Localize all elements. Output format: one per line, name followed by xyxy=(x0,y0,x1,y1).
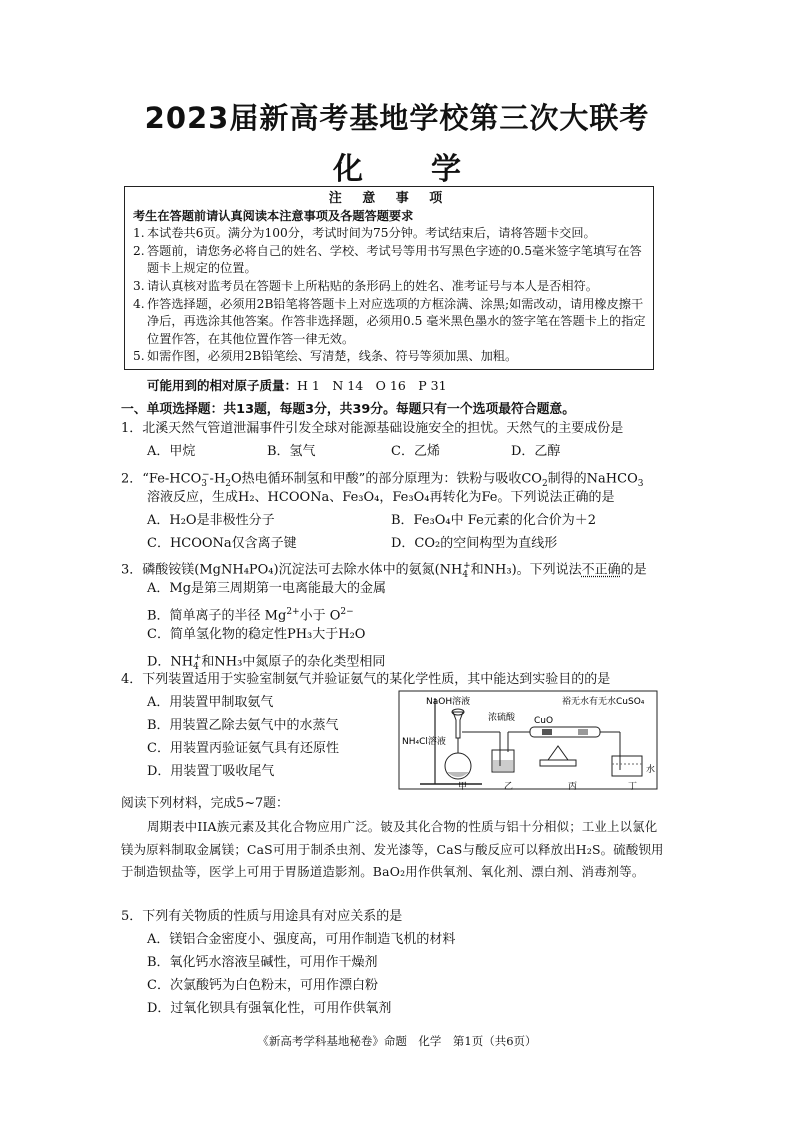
q3-option-b-a: B．简单离子的半径 Mg xyxy=(147,608,287,624)
q2-option-b: B．Fe₃O₄中 Fe元素的化合价为＋2 xyxy=(391,513,597,528)
notice-item-num: 1. xyxy=(133,226,145,241)
acid-level xyxy=(493,760,513,771)
notice-item xyxy=(133,243,646,278)
subject-title xyxy=(0,144,794,188)
q3-option-a: A．Mg是第三周期第一电离能最大的金属 xyxy=(147,581,387,596)
q4-option-a: A．用装置甲制取氨气 xyxy=(147,695,274,710)
notice-item-num: 2. xyxy=(133,243,145,258)
q2-stem: 2．“$Fe-HCO_3^--H_2O$热电循环制氢和甲酸”的部分原理为：铁粉与吸收$CO_2$制得的NaHCO$_3$ xyxy=(121,470,644,489)
q1-option-c: C．乙烯 xyxy=(391,444,440,459)
q4-stem: 4．下列装置适用于实验室制氨气并验证氨气的某化学性质，其中能达到实验目的的是 xyxy=(121,672,611,687)
q4-option-b: B．用装置乙除去氨气中的水蒸气 xyxy=(147,718,339,733)
q5-option-c: C．次氯酸钙为白色粉末，可用作漂白粉 xyxy=(147,978,378,993)
q3-option-b-b: 小于 O xyxy=(299,608,341,624)
material-text: 周期表中IIA族元素及其化合物应用广泛。铍及其化合物的性质与铝十分相似；工业上以氯化镁为原料制取金属镁；CaS可用于制杀虫剂、发光漆等，CaS与酸反应可以释放出H₂S。硫酸钡用于制造钡盐等，医学上可用于胃肠道造影剂。BaO₂用作供氧剂、氧化剂、漂白剂、消毒剂等。 xyxy=(121,819,664,880)
label-cuo: CuO xyxy=(534,716,554,726)
label-jia: 甲 xyxy=(458,782,468,790)
label-water: 水 xyxy=(646,765,656,775)
cuso4-solid xyxy=(578,729,588,735)
separatory-funnel xyxy=(453,712,463,738)
q5-option-a: A．镁铝合金密度小、强度高，可用作制造飞机的材料 xyxy=(147,932,456,947)
q1-option-d: D．乙醇 xyxy=(511,444,561,459)
notice-item xyxy=(133,225,646,243)
notice-requirement: 考生在答题前请认真阅读本注意事项及各题答题要求 xyxy=(133,208,414,223)
q2-stem-line2: 溶液反应，生成H₂、HCOONa、Fe₃O₄，Fe₃O₄再转化为Fe。下列说法正确的是 xyxy=(147,490,615,505)
apparatus-figure xyxy=(398,690,660,790)
subject-char-2: 学 xyxy=(431,152,461,187)
q3-option-d: D．$NH_4^+$和NH₃中氮原子的杂化类型相同 xyxy=(147,653,386,672)
q2-stem-c: O热电循环制氢和甲酸”的部分原理为：铁粉与吸收CO xyxy=(231,471,542,487)
material-heading: 阅读下列材料，完成5~7题： xyxy=(121,796,289,811)
q3-stem-c: 的是 xyxy=(620,562,647,578)
q2-stem-b: -H xyxy=(209,471,226,487)
notice-box xyxy=(124,186,654,370)
cuo-solid xyxy=(542,729,552,735)
atomic-mass-line xyxy=(147,376,447,394)
q3-option-d-b: 和NH₃中氮原子的杂化类型相同 xyxy=(201,654,386,670)
q2-option-d: D．CO₂的空间构型为直线形 xyxy=(391,536,558,551)
q3-emphasis: 不正确 xyxy=(581,562,621,578)
subject-char-1: 化 xyxy=(333,152,363,187)
label-naoh: NaOH溶液 xyxy=(426,697,471,707)
q5-option-d: D．过氧化钡具有强氧化性，可用作供氧剂 xyxy=(147,1001,392,1016)
notice-item-num: 3. xyxy=(133,278,145,293)
notice-item-text: 作答选择题，必须用2B铅笔将答题卡上对应选项的方框涂满、涂黑;如需改动，请用橡皮擦干净后，再选涂其他答案。作答非选择题，必须用0.5 毫米黑色墨水的签字笔在答题卡上的指定位置作答，在其他位置作答一律无效。 xyxy=(147,296,646,346)
notice-item xyxy=(133,348,646,366)
q1-option-a: A．甲烷 xyxy=(147,444,196,459)
q3-option-c: C．简单氢化物的稳定性PH₃大于H₂O xyxy=(147,627,366,642)
q5-option-b: B．氧化钙水溶液呈碱性，可用作干燥剂 xyxy=(147,955,378,970)
q3-stem-b: 和NH₃)。下列说法 xyxy=(470,562,582,578)
burner xyxy=(548,746,568,760)
notice-item-num: 5. xyxy=(133,349,145,364)
page-title: 2023届新高考基地学校第三次大联考 xyxy=(144,101,650,135)
label-nh4cl: NH₄Cl溶液 xyxy=(402,737,446,747)
burner-base xyxy=(540,760,576,766)
q4-option-c: C．用装置丙验证氨气具有还原性 xyxy=(147,741,339,756)
q3-stem-a: 3．磷酸铵镁(MgNH₄PO₄)沉淀法可去除水体中的氨氮(NH xyxy=(121,562,463,578)
atomic-mass-label: 可能用到的相对原子质量： xyxy=(147,378,298,393)
section-heading: 一、单项选择题：共13题，每题3分，共39分。每题只有一个选项最符合题意。 xyxy=(121,402,576,417)
notice-heading: 注 意 事 项 xyxy=(328,191,451,206)
page-footer: 《新高考学科基地秘卷》命题 化学 第1页（共6页） xyxy=(257,1034,537,1048)
notice-item-text: 本试卷共6页。满分为100分，考试时间为75分钟。考试结束后，请将答题卡交回。 xyxy=(147,226,596,241)
notice-item xyxy=(133,278,646,296)
q3-stem: 3．磷酸铵镁(MgNH₄PO₄)沉淀法可去除水体中的氨氮($NH_4^+$和NH₃)。下列说法不正确的是 xyxy=(121,561,647,580)
q3-option-b: B．简单离子的半径 $Mg^{2+}$小于 $O^{2-}$ xyxy=(147,607,354,624)
notice-item xyxy=(133,296,646,349)
q1-option-b: B．氢气 xyxy=(267,444,316,459)
atomic-mass-values: H 1 N 14 O 16 P 31 xyxy=(297,378,447,393)
ding-beaker xyxy=(612,756,642,776)
label-cuso4: 裕无水有无水CuSO₄ xyxy=(562,697,645,707)
notice-item-text: 如需作图，必须用2B铅笔绘、写清楚，线条、符号等须加黑、加粗。 xyxy=(147,349,518,364)
q3-option-d-a: D．NH xyxy=(147,654,194,670)
label-acid: 浓硫酸 xyxy=(488,713,516,723)
q2-option-c: C．HCOONa仅含离子键 xyxy=(147,536,297,551)
q5-stem: 5．下列有关物质的性质与用途具有对应关系的是 xyxy=(121,909,403,924)
combustion-tube xyxy=(530,727,600,737)
q2-stem-d: 制得的NaHCO xyxy=(547,471,638,487)
label-ding: 丁 xyxy=(628,782,638,790)
q2-option-a: A．H₂O是非极性分子 xyxy=(147,513,275,528)
notice-item-text: 答题前，请您务必将自己的姓名、学校、考试号等用书写黑色字迹的0.5毫米签字笔填写在答题卡上规定的位置。 xyxy=(147,243,642,276)
notice-item-num: 4. xyxy=(133,296,145,311)
notice-item-text: 请认真核对监考员在答题卡上所粘贴的条形码上的姓名、准考证号与本人是否相符。 xyxy=(147,278,598,293)
q2-stem-a: 2．“Fe-HCO xyxy=(121,471,202,487)
label-yi: 乙 xyxy=(504,782,514,790)
label-bing: 丙 xyxy=(568,782,578,790)
q1-stem: 1．北溪天然气管道泄漏事件引发全球对能源基础设施安全的担忧。天然气的主要成份是 xyxy=(121,421,624,436)
q4-option-d: D．用装置丁吸收尾气 xyxy=(147,764,275,779)
